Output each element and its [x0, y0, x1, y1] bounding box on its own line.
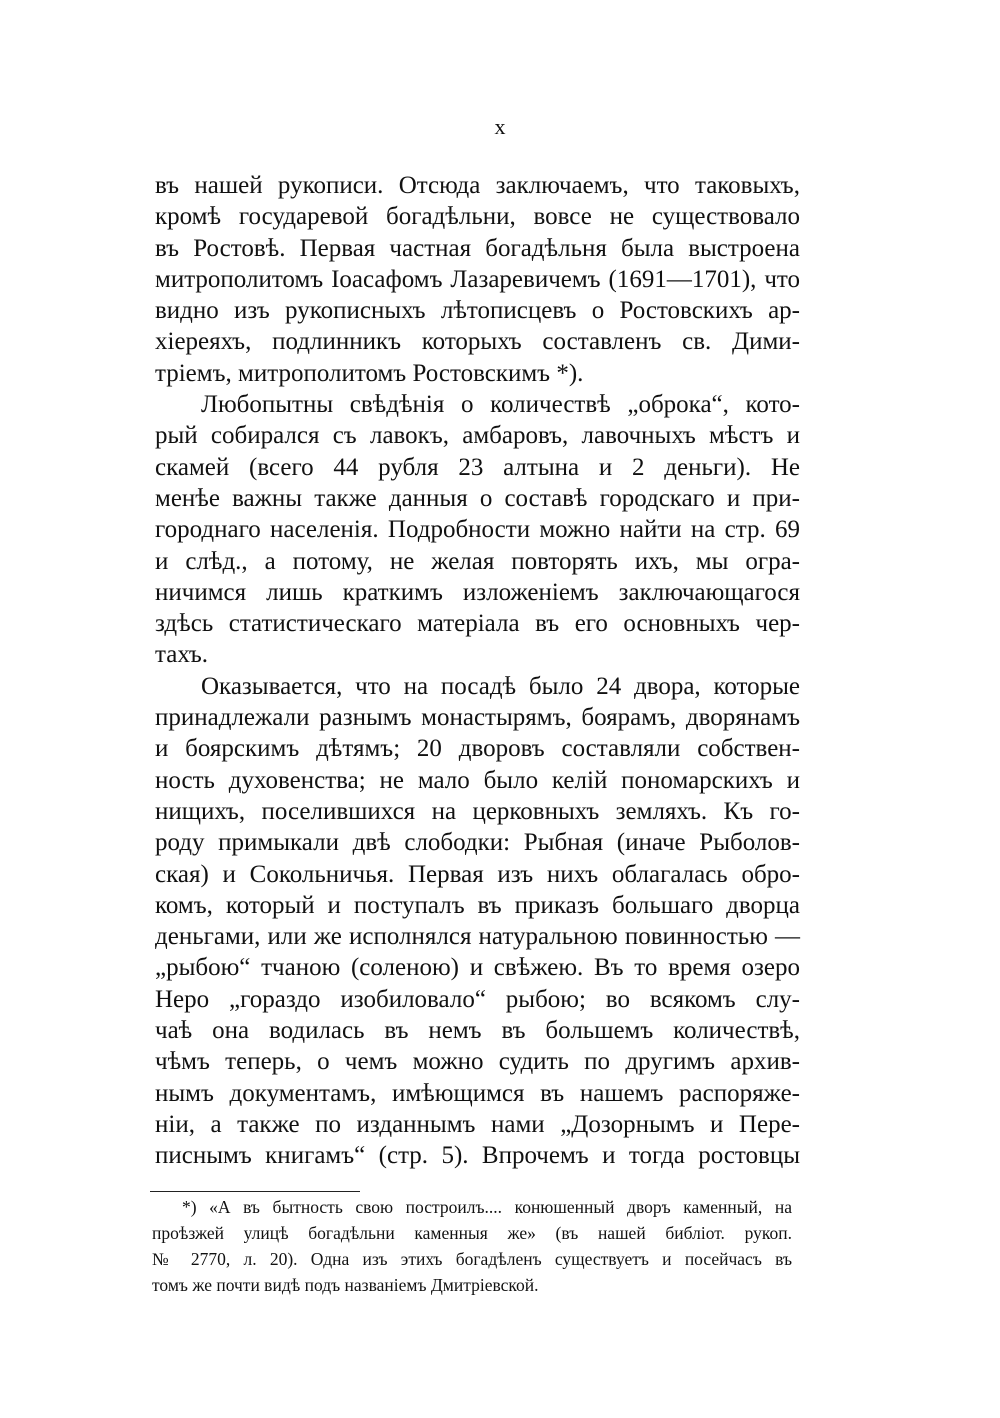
text-line: Неро „гораздо изобиловало“ рыбою; во всякомъ слу- — [155, 985, 800, 1013]
text-line: „рыбою“ тчаною (соленою) и свѣжею. Въ то время озеро — [155, 954, 800, 982]
footnote-line: томъ же почти видѣ подъ названіемъ Дмитріевской. — [152, 1275, 539, 1295]
footnote — [152, 1194, 792, 1298]
text-line: тріемъ, митрополитомъ Ростовскимъ *). — [155, 359, 584, 387]
text-line: ская) и Сокольничья. Первая изъ нихъ облагалась обро- — [155, 860, 800, 888]
text-line: хіереяхъ, подлинникъ которыхъ составленъ св. Дими- — [155, 328, 800, 356]
text-line: менѣе важны также данныя о составѣ городскаго и при- — [155, 484, 800, 512]
text-line: кромѣ государевой богадѣльни, вовсе не существовало — [155, 203, 800, 231]
text-line: городнаго населенія. Подробности можно найти на стр. 69 — [155, 516, 800, 544]
text-line: скамей (всего 44 рубля 23 алтына и 2 деньги). Не — [155, 453, 800, 481]
text-line: ніи, а также по изданнымъ нами „Дозорнымъ и Пере- — [155, 1110, 800, 1138]
text-line: ничимся лишь краткимъ изложеніемъ заключающагося — [155, 578, 800, 606]
text-line: тахъ. — [155, 641, 209, 669]
text-line: рый собирался съ лавокъ, амбаровъ, лавочныхъ мѣстъ и — [155, 422, 800, 450]
text-line: чѣмъ теперь, о чемъ можно судить по другимъ архив- — [155, 1048, 800, 1076]
text-line: деньгами, или же исполнялся натуральною повинностью — — [155, 923, 800, 951]
footnote-line: проѣзжей улицѣ богадѣльни каменныя же» (въ нашей библіот. рукоп. — [152, 1223, 792, 1243]
text-line: комъ, который и поступалъ въ приказъ большаго дворца — [155, 891, 800, 919]
text-line: и слѣд., а потому, не желая повторять ихъ, мы огра- — [155, 547, 800, 575]
main-text — [155, 170, 800, 1172]
text-line: и боярскимъ дѣтямъ; 20 дворовъ составляли собствен- — [155, 735, 800, 763]
paragraph-3 — [155, 671, 800, 1172]
text-line: митрополитомъ Іоасафомъ Лазаревичемъ (1691—1701), что — [155, 265, 800, 293]
text-line: Оказывается, что на посадѣ было 24 двора, которые — [201, 672, 800, 700]
text-line: здѣсь статистическаго матеріала въ его основныхъ чер- — [155, 610, 800, 638]
text-line: чаѣ она водилась въ немъ въ большемъ количествѣ, — [155, 1017, 800, 1045]
text-line: Любопытны свѣдѣнія о количествѣ „оброка“, кото- — [201, 391, 800, 419]
text-line: принадлежали разнымъ монастырямъ, боярамъ, дворянамъ — [155, 704, 800, 732]
paragraph-2 — [155, 389, 800, 671]
footnote-line: *) «А въ бытность свою построилъ.... конюшенный дворъ каменный, на — [182, 1197, 792, 1217]
paragraph-1 — [155, 170, 800, 389]
text-line: ность духовенства; не мало было келій пономарскихъ и — [155, 766, 800, 794]
text-line: писнымъ книгамъ“ (стр. 5). Впрочемъ и тогда ростовцы — [155, 1142, 800, 1170]
text-line: видно изъ рукописныхъ лѣтописцевъ о Ростовскихъ ар- — [155, 297, 800, 325]
text-line: въ нашей рукописи. Отсюда заключаемъ, что таковыхъ, — [155, 172, 800, 199]
footnote-line: № 2770, л. 20). Одна изъ этихъ богадѣленъ существуетъ и посейчасъ въ — [152, 1249, 792, 1269]
page-number: x — [494, 114, 506, 139]
text-line: нымъ документамъ, имѣющимся въ нашемъ распоряже- — [155, 1079, 800, 1107]
text-line: роду примыкали двѣ слободки: Рыбная (иначе Рыболов- — [155, 829, 800, 857]
text-line: въ Ростовѣ. Первая частная богадѣльня была выстроена — [155, 234, 800, 262]
footnote-divider — [150, 1191, 360, 1192]
text-line: нищихъ, поселившихся на церковныхъ земляхъ. Къ го- — [155, 797, 800, 825]
